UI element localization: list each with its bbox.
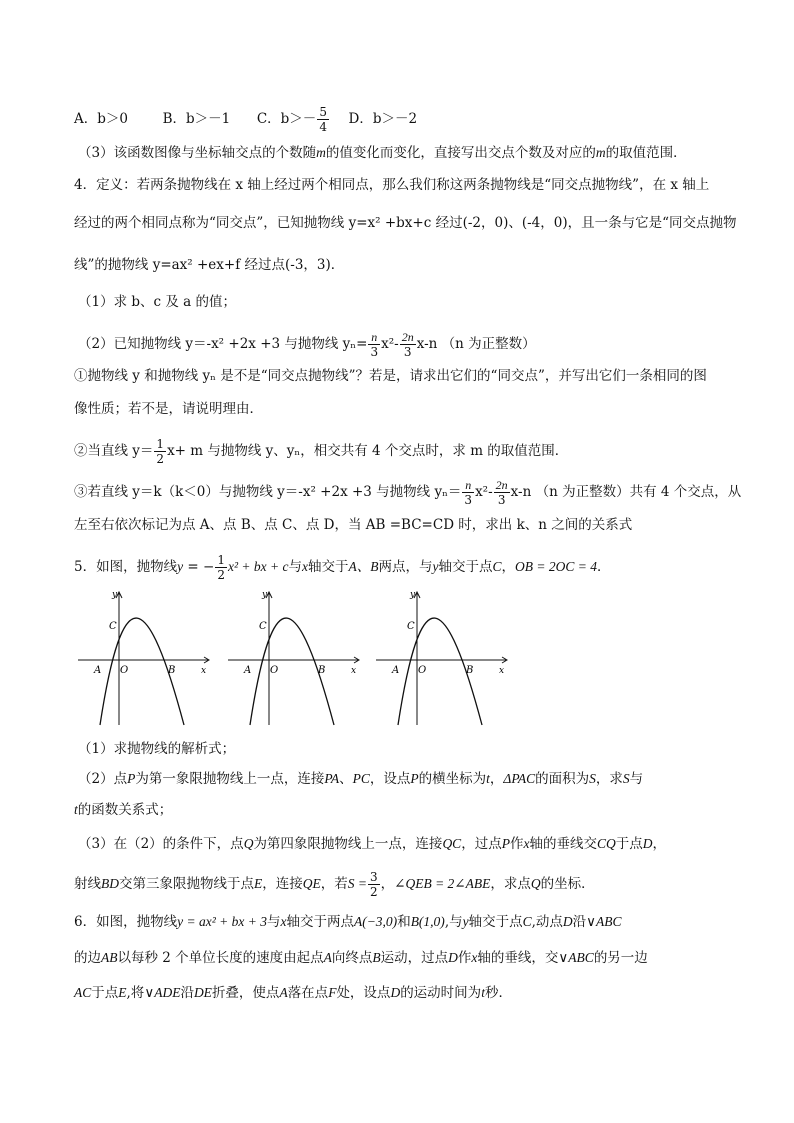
point-b-label: B <box>318 665 326 676</box>
q4-circle1-line2: 像性质；若不是，请说明理由． <box>74 401 263 417</box>
q5-figures <box>78 585 718 730</box>
q4-part1: （1）求 b、c 及 a 的值； <box>78 294 237 310</box>
q5-intro: 5．如图，抛物线y = − $\frac{1}{2}$ x² + bx + c与x轴交于A、B两点，与y轴交于点C，OB = 2OC = 4． <box>74 553 611 582</box>
point-b-label: B <box>168 665 176 676</box>
q4-part2: （2）已知抛物线 y＝-x² +2x +3 与抛物线 yₙ= $\frac{n}{3}$ x²- $\frac{2n}{3}$ x-n （n 为正整数） <box>78 330 536 359</box>
option-c: C．b＞－ $\frac{5}{4}$ <box>256 105 327 134</box>
option-b: B．b＞－1 <box>162 111 231 127</box>
origin-label: O <box>270 665 279 676</box>
x-axis-label: x <box>201 666 207 676</box>
q4-circle1-line1: ①抛物线 y 和抛物线 yₙ 是不是“同交点抛物线”？若是，请求出它们的“同交点”，并写出它们一条相同的图 <box>74 368 707 384</box>
y-axis-label: y <box>112 590 118 600</box>
y-axis-label: y <box>262 590 268 600</box>
parabola-figure-2 <box>228 585 363 730</box>
parabola-figure-3 <box>376 585 511 730</box>
point-a-label: A <box>94 665 102 676</box>
q3-options <box>74 105 417 134</box>
x-axis-label: x <box>351 666 357 676</box>
point-a-label: A <box>392 665 400 676</box>
q4-line1: 4．定义：若两条抛物线在 x 轴上经过两个相同点，那么我们称这两条抛物线是“同交点抛物线”，在 x 轴上 <box>74 177 710 193</box>
q5-part3-line1: （3）在（2）的条件下，点Q为第四象限抛物线上一点，连接QC，过点P作x轴的垂线交CQ于点D， <box>78 836 666 852</box>
q6-line2: 的边AB以每秒 2 个单位长度的速度由起点A向终点B运动，过点D作x轴的垂线，交∨ABC的另一边 <box>74 950 648 966</box>
q6-line1: 6．如图，抛物线y = ax² + bx + 3与x轴交于两点A(−3,0)和B(1,0),与y轴交于点C,动点D沿∨ABC <box>74 914 622 930</box>
point-b-label: B <box>466 665 474 676</box>
x-axis-label: x <box>499 666 505 676</box>
q4-line3: 线”的抛物线 y=ax² +ex+f 经过点(-3，3)． <box>74 257 345 273</box>
origin-label: O <box>120 665 129 676</box>
q4-line2: 经过的两个相同点称为“同交点”，已知抛物线 y=x² +bx+c 经过(-2，0)、(-4，0)，且一条与它是“同交点抛物 <box>74 215 737 231</box>
point-c-label: C <box>109 621 117 632</box>
option-a: A．b＞0 <box>74 111 128 127</box>
q5-part3-line2: 射线BD交第三象限抛物线于点E，连接QE，若S = $\frac{3}{2}$ ，∠QEB = 2∠ABE，求点Q的坐标． <box>74 870 595 899</box>
point-a-label: A <box>244 665 252 676</box>
origin-label: O <box>418 665 427 676</box>
q3-part3: （3）该函数图像与坐标轴交点的个数随m的值变化而变化，直接写出交点个数及对应的m的取值范围． <box>78 145 687 161</box>
option-d: D．b＞－2 <box>348 111 418 127</box>
q4-circle3-line2: 左至右依次标记为点 A、点 B、点 C、点 D，当 AB =BC=CD 时，求出 k、n 之间的关系式 <box>74 517 633 533</box>
q6-line3: AC于点E,将∨ADE沿DE折叠，使点A落在点F处，设点D的运动时间为t秒． <box>74 985 512 1001</box>
y-axis-label: y <box>410 590 416 600</box>
q4-circle3-line1: ③若直线 y＝k（k＜0）与抛物线 y＝-x² +2x +3 与抛物线 yₙ＝ $\frac{n}{3}$ x²- $\frac{2n}{3}$ x-n （n 为正整数）共有 4 个交点，从 <box>74 478 742 507</box>
point-c-label: C <box>407 621 415 632</box>
q5-part1: （1）求抛物线的解析式； <box>78 741 236 757</box>
point-c-label: C <box>259 621 267 632</box>
q5-part2-line2: t的函数关系式； <box>74 802 173 818</box>
parabola-figure-1 <box>78 585 213 730</box>
q4-circle2: ②当直线 y＝ $\frac{1}{2}$ x+ m 与抛物线 y、yₙ，相交共有 4 个交点时，求 m 的取值范围． <box>74 437 569 466</box>
q5-part2-line1: （2）点P为第一象限抛物线上一点，连接PA、PC，设点P的横坐标为t，ΔPAC的面积为S，求S与 <box>78 771 644 787</box>
